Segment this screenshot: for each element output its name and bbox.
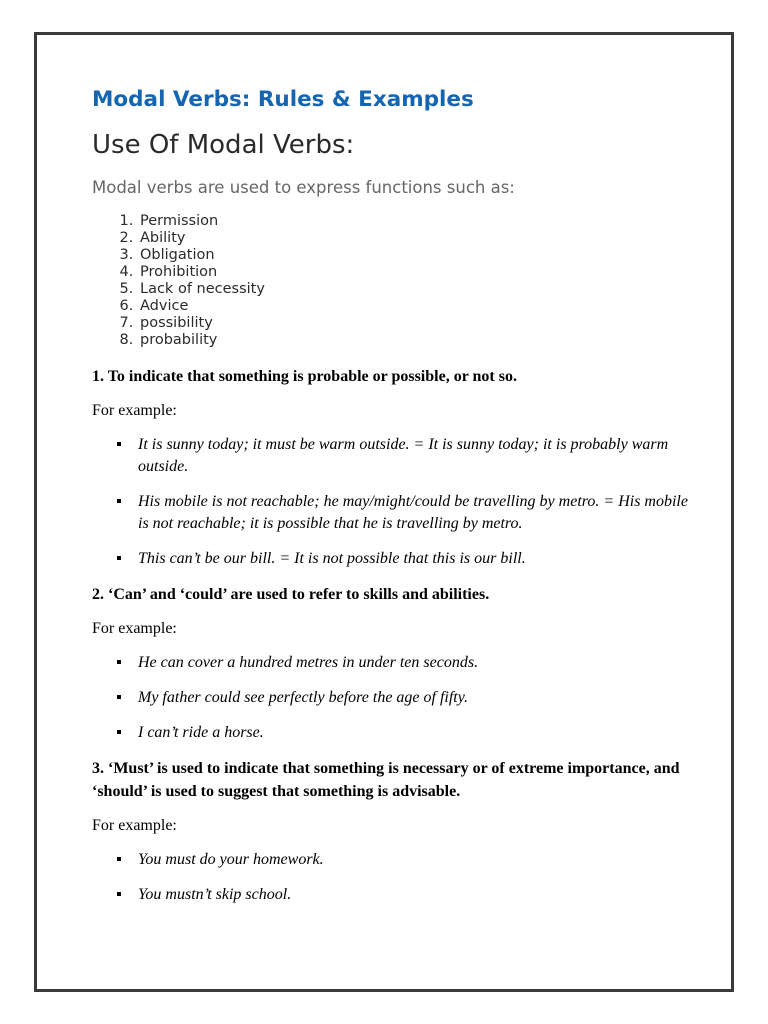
rule-section-1 <box>92 365 692 570</box>
rule-heading: 3. ‘Must’ is used to indicate that something is necessary or of extreme importance, and ‘should’ is used to suggest that something is advisable. <box>92 760 680 800</box>
example-text: My father could see perfectly before the age of fifty. <box>138 689 468 706</box>
square-bullet-icon <box>117 556 121 560</box>
example-list <box>92 652 692 744</box>
square-bullet-icon <box>117 442 121 446</box>
example-list <box>92 849 692 906</box>
example-text: His mobile is not reachable; he may/might/could be travelling by metro. = His mobile is not reachable; it is possible that he is travelling by metro. <box>138 493 688 532</box>
example-label: For example: <box>92 402 177 419</box>
list-item: 8. probability <box>138 332 692 349</box>
square-bullet-icon <box>117 499 121 503</box>
example-text: You must do your homework. <box>138 851 324 868</box>
list-item <box>92 652 692 674</box>
rule-heading: 2. ‘Can’ and ‘could’ are used to refer to skills and abilities. <box>92 586 490 603</box>
list-item: 5. Lack of necessity <box>138 281 692 298</box>
square-bullet-icon <box>117 695 121 699</box>
list-item: 7. possibility <box>138 315 692 332</box>
list-item <box>92 722 692 744</box>
example-label: For example: <box>92 817 177 834</box>
rule-section-3 <box>92 757 692 906</box>
list-item: 2. Ability <box>138 230 692 247</box>
list-item <box>92 548 692 570</box>
list-item: 6. Advice <box>138 298 692 315</box>
intro-subheading: Modal verbs are used to express functions such as: <box>92 178 515 197</box>
square-bullet-icon <box>117 660 121 664</box>
section-heading-use-of-modal-verbs: Use Of Modal Verbs: <box>92 130 355 160</box>
functions-list <box>92 213 692 349</box>
document-page <box>34 32 734 992</box>
list-item <box>92 849 692 871</box>
document-content <box>92 83 692 906</box>
list-item <box>92 491 692 535</box>
list-item <box>92 884 692 906</box>
list-item: 4. Prohibition <box>138 264 692 281</box>
list-item <box>92 687 692 709</box>
square-bullet-icon <box>117 857 121 861</box>
example-text: You mustn’t skip school. <box>138 886 292 903</box>
square-bullet-icon <box>117 730 121 734</box>
example-text: He can cover a hundred metres in under ten seconds. <box>138 654 479 671</box>
list-item: 1. Permission <box>138 213 692 230</box>
example-list <box>92 434 692 570</box>
square-bullet-icon <box>117 892 121 896</box>
document-title: Modal Verbs: Rules & Examples <box>92 87 474 112</box>
example-text: This can’t be our bill. = It is not possible that this is our bill. <box>138 550 526 567</box>
example-text: I can’t ride a horse. <box>138 724 264 741</box>
list-item: 3. Obligation <box>138 247 692 264</box>
rule-section-2 <box>92 583 692 744</box>
example-label: For example: <box>92 620 177 637</box>
list-item <box>92 434 692 478</box>
example-text: It is sunny today; it must be warm outside. = It is sunny today; it is probably warm outside. <box>138 436 669 475</box>
rule-heading: 1. To indicate that something is probable or possible, or not so. <box>92 368 517 385</box>
